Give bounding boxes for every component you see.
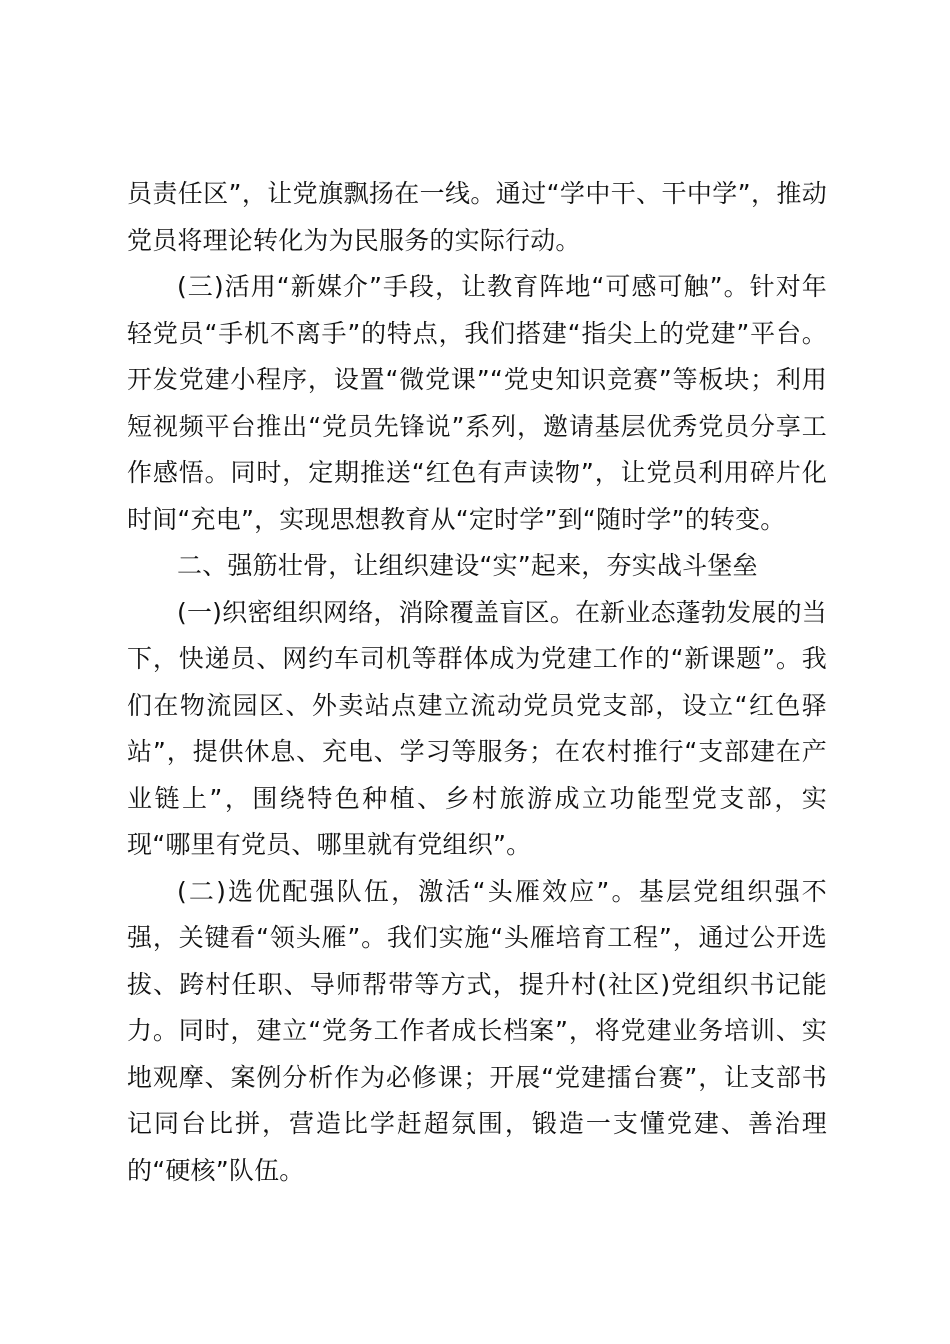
paragraph-2: (三)活用“新媒介”手段，让教育阵地“可感可触”。针对年轻党员“手机不离手”的特点，我们搭建“指尖上的党建”平台。开发党建小程序，设置“微党课”“党史知识竞赛”等板块；利用短视频平台推出“党员先锋说”系列，邀请基层优秀党员分享工作感悟。同时，定期推送“红色有声读物”，让党员利用碎片化时间“充电”，实现思想教育从“定时学”到“随时学”的转变。: [127, 272, 827, 534]
section-heading-2: 二、强筋壮骨，让组织建设“实”起来，夯实战斗堡垒: [177, 551, 758, 580]
paragraph-1: 员责任区”，让党旗飘扬在一线。通过“学中干、干中学”，推动党员将理论转化为为民服务的实际行动。: [127, 179, 827, 255]
paragraph-4: (一)织密组织网络，消除覆盖盲区。在新业态蓬勃发展的当下，快递员、网约车司机等群体成为党建工作的“新课题”。我们在物流园区、外卖站点建立流动党员党支部，设立“红色驿站”，提供休息、充电、学习等服务；在农村推行“支部建在产业链上”，围绕特色种植、乡村旅游成立功能型党支部，实现“哪里有党员、哪里就有党组织”。: [127, 597, 827, 859]
paragraph-5: (二)选优配强队伍，激活“头雁效应”。基层党组织强不强，关键看“领头雁”。我们实施“头雁培育工程”，通过公开选拔、跨村任职、导师帮带等方式，提升村(社区)党组织书记能力。同时，建立“党务工作者成长档案”，将党建业务培训、实地观摩、案例分析作为必修课；开展“党建擂台赛”，让支部书记同台比拼，营造比学赶超氛围，锻造一支懂党建、善治理的“硬核”队伍。: [127, 876, 827, 1185]
document-body: [127, 171, 827, 1194]
